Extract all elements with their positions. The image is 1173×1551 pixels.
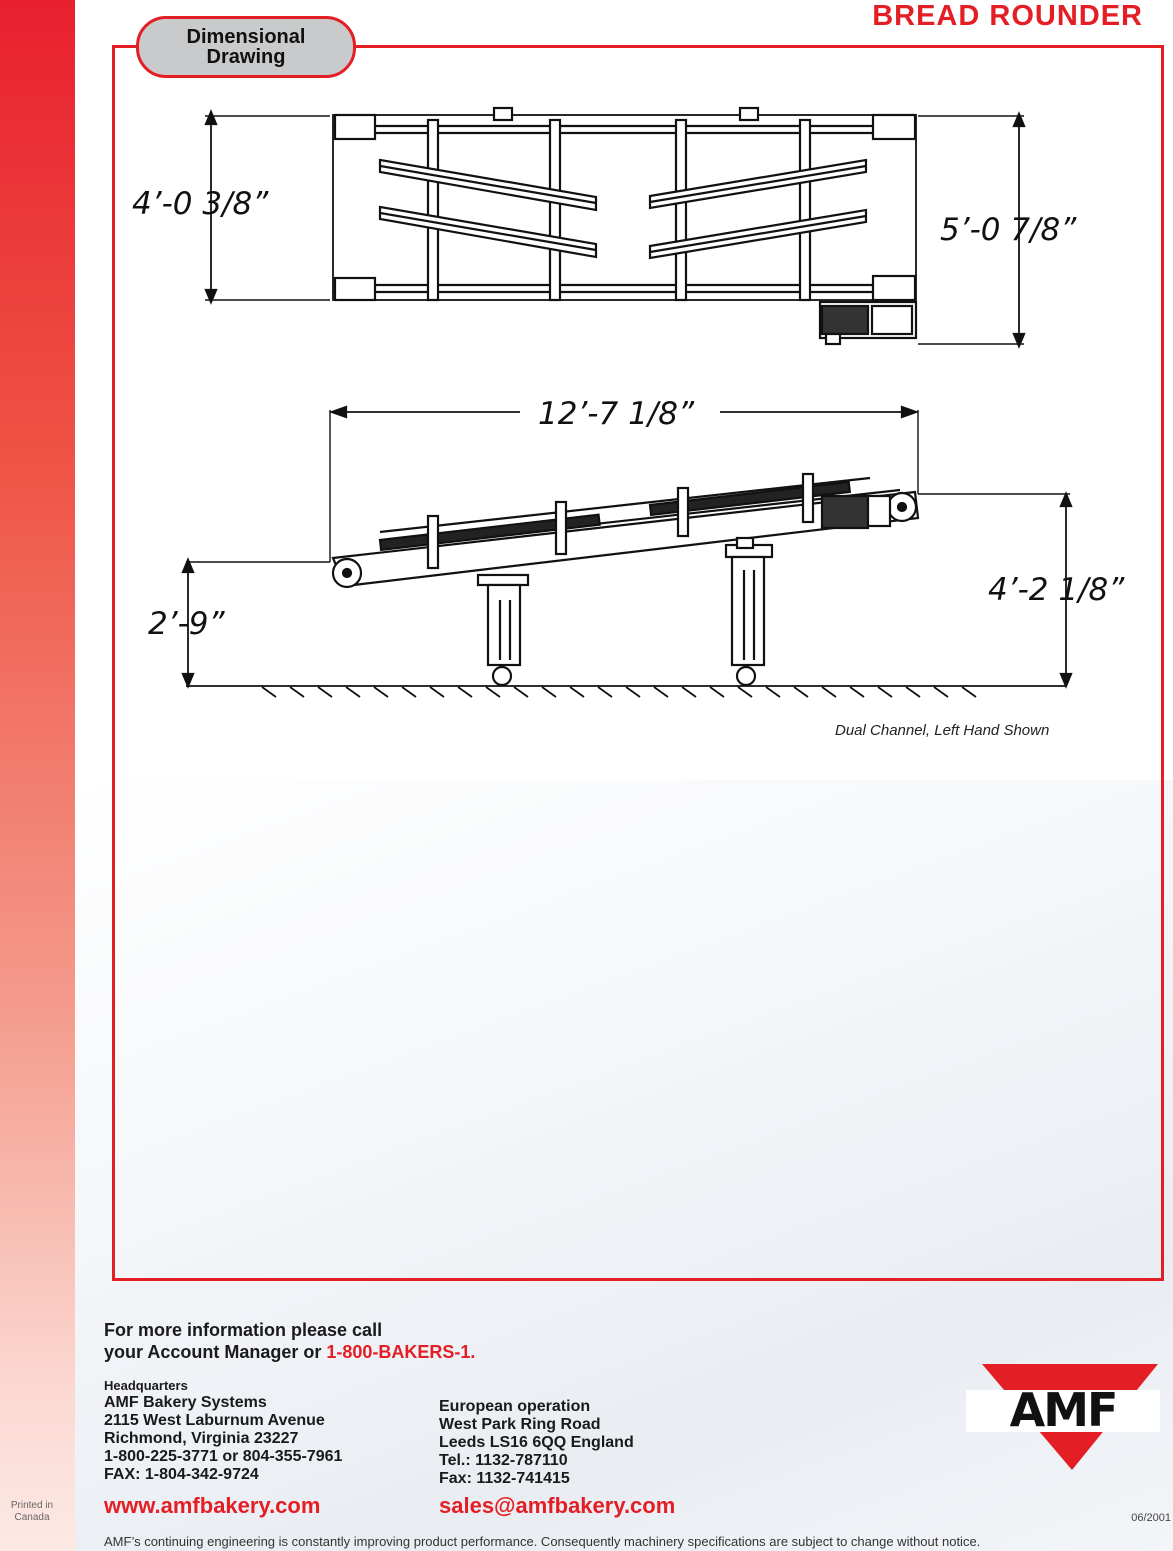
dimension-height-infeed: 2’-9” (148, 606, 225, 642)
hq-line: 2115 West Laburnum Avenue (104, 1412, 325, 1429)
hq-heading: Headquarters (104, 1378, 188, 1393)
side-view (183, 407, 1071, 686)
hq-line: 1-800-225-3771 or 804-355-7961 (104, 1448, 343, 1465)
contact-callout (104, 1319, 475, 1363)
drawing-caption: Dual Channel, Left Hand Shown (835, 722, 1050, 739)
dimension-height-discharge: 4’-2 1/8” (988, 572, 1125, 608)
disclaimer: AMF’s continuing engineering is constantly improving product performance. Consequently machinery specifications are subject to change without notice. (104, 1534, 981, 1549)
phone-number: 1-800-BAKERS-1. (326, 1342, 476, 1362)
page-title: BREAD ROUNDER (872, 0, 1143, 32)
eu-line: West Park Ring Road (439, 1416, 601, 1433)
email-link[interactable]: sales@amfbakery.com (439, 1493, 676, 1518)
callout-line-1: For more information please call (104, 1320, 383, 1340)
callout-line-2 (104, 1341, 475, 1363)
headquarters-block (104, 1378, 342, 1484)
floor-hatching (262, 687, 976, 697)
hq-line: FAX: 1-804-342-9724 (104, 1466, 259, 1483)
section-tab-line-2: Drawing (206, 46, 286, 68)
logo-text: AMF (1009, 1383, 1117, 1437)
printed-in-line-2: Canada (14, 1512, 50, 1523)
eu-line: European operation (439, 1398, 591, 1415)
website-link[interactable]: www.amfbakery.com (104, 1493, 321, 1518)
dimension-width-left: 4’-0 3/8” (132, 186, 269, 222)
dimension-width-right: 5’-0 7/8” (940, 212, 1077, 248)
european-operation-block (439, 1398, 634, 1488)
printed-in (6, 1500, 58, 1524)
eu-line: Leeds LS16 6QQ England (439, 1434, 634, 1451)
printed-in-line-1: Printed in (10, 1500, 54, 1511)
dimension-length: 12’-7 1/8” (538, 396, 695, 432)
top-view (205, 108, 1024, 346)
eu-line: Tel.: 1132-787110 (439, 1452, 568, 1469)
eu-line: Fax: 1132-741415 (439, 1470, 570, 1487)
hq-line: AMF Bakery Systems (104, 1394, 267, 1411)
section-tab-line-1: Dimensional (186, 26, 306, 48)
callout-line-2-text: your Account Manager or (104, 1342, 327, 1362)
print-date: 06/2001 (1131, 1512, 1171, 1524)
amf-logo (962, 1360, 1162, 1472)
hq-line: Richmond, Virginia 23227 (104, 1430, 299, 1447)
